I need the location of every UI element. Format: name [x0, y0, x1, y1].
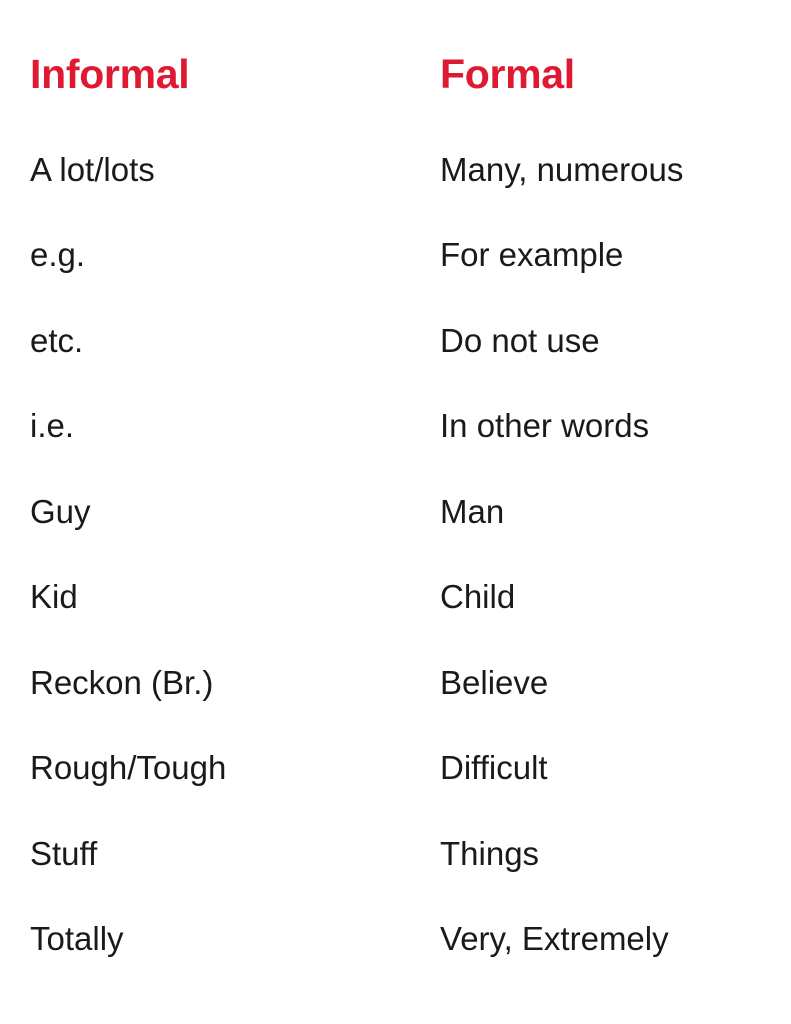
cell-informal: Totally: [30, 920, 124, 958]
cell-formal: Do not use: [440, 321, 600, 359]
column-header-formal: Formal: [440, 51, 575, 97]
table-row: [30, 555, 791, 641]
table-row: [30, 897, 791, 983]
table-body: [30, 127, 791, 982]
cell-formal: Man: [440, 492, 505, 530]
table-row: [30, 640, 791, 726]
table-row: [30, 127, 791, 213]
cell-formal: Many, numerous: [440, 150, 684, 188]
cell-informal: e.g.: [30, 236, 86, 274]
cell-informal: Guy: [30, 492, 91, 530]
cell-formal: Difficult: [440, 749, 548, 787]
cell-formal: For example: [440, 236, 624, 274]
informal-formal-table: [30, 52, 791, 982]
table-row: [30, 811, 791, 897]
cell-informal: A lot/lots: [30, 150, 155, 188]
table-row: [30, 469, 791, 555]
cell-formal: Things: [440, 834, 540, 872]
cell-formal: Child: [440, 578, 516, 616]
table-header: [30, 52, 791, 127]
cell-informal: i.e.: [30, 407, 75, 445]
cell-informal: etc.: [30, 321, 84, 359]
table-row: [30, 726, 791, 812]
cell-formal: Believe: [440, 663, 549, 701]
cell-formal: Very, Extremely: [440, 920, 669, 958]
table-header-row: [30, 52, 791, 127]
cell-informal: Reckon (Br.): [30, 663, 214, 701]
table-row: [30, 298, 791, 384]
table-row: [30, 213, 791, 299]
column-header-informal: Informal: [30, 51, 190, 97]
cell-informal: Kid: [30, 578, 78, 616]
cell-informal: Rough/Tough: [30, 749, 227, 787]
cell-informal: Stuff: [30, 834, 98, 872]
cell-formal: In other words: [440, 407, 650, 445]
table-row: [30, 384, 791, 470]
